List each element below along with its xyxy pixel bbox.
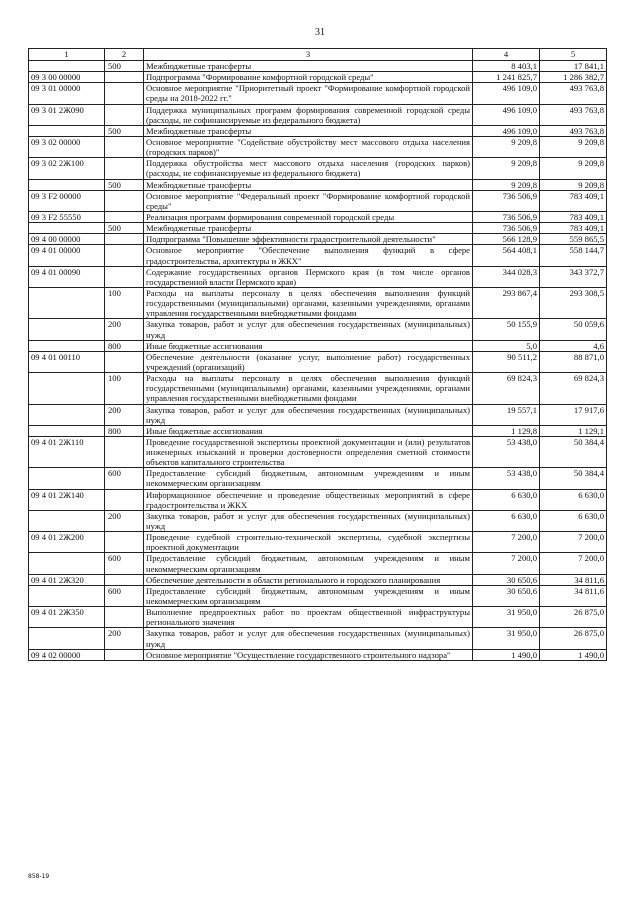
- row-value-year1: 90 511,2: [473, 351, 540, 372]
- row-expense-type: 600: [105, 553, 144, 574]
- row-value-year1: 31 950,0: [473, 607, 540, 628]
- row-expense-type: [105, 234, 144, 245]
- row-code: 09 3 02 00000: [29, 136, 105, 157]
- table-row: [29, 211, 607, 222]
- row-code: [29, 287, 105, 318]
- header-row: [29, 49, 607, 61]
- row-name: Расходы на выплаты персоналу в целях обеспечения выполнения функций государственными (муниципальными) органами, казенными учреждениями, органами управления государственными внебюджетными фондами: [144, 287, 473, 318]
- row-expense-type: 200: [105, 319, 144, 340]
- row-name: Проведение государственной экспертизы проектной документации и (или) результатов инженерных изысканий и проверки достоверности определения сметной стоимости объектов капитального строительства: [144, 436, 473, 467]
- table-row: [29, 190, 607, 211]
- row-code: 09 4 01 00090: [29, 266, 105, 287]
- table-row: [29, 649, 607, 660]
- row-value-year2: 9 209,8: [540, 136, 607, 157]
- row-name: Подпрограмма "Формирование комфортной городской среды": [144, 72, 473, 83]
- table-row: [29, 404, 607, 425]
- row-code: [29, 425, 105, 436]
- table-row: [29, 489, 607, 510]
- table-row: [29, 585, 607, 606]
- row-expense-type: 500: [105, 179, 144, 190]
- row-name: Иные бюджетные ассигнования: [144, 340, 473, 351]
- row-name: Межбюджетные трансферты: [144, 125, 473, 136]
- row-value-year2: 293 308,5: [540, 287, 607, 318]
- row-value-year1: 9 209,8: [473, 158, 540, 179]
- row-value-year2: 17 841,1: [540, 61, 607, 72]
- row-value-year2: 50 384,4: [540, 436, 607, 467]
- row-value-year1: 736 506,9: [473, 211, 540, 222]
- row-code: [29, 223, 105, 234]
- row-expense-type: [105, 245, 144, 266]
- table-row: [29, 340, 607, 351]
- row-value-year1: 9 209,8: [473, 179, 540, 190]
- row-name: Предоставление субсидий бюджетным, автономным учреждениям и иным некоммерческим организациям: [144, 468, 473, 489]
- row-value-year1: 6 630,0: [473, 510, 540, 531]
- row-code: [29, 510, 105, 531]
- table-row: [29, 125, 607, 136]
- row-name: Межбюджетные трансферты: [144, 61, 473, 72]
- row-value-year2: 7 200,0: [540, 553, 607, 574]
- row-name: Реализация программ формирования современной городской среды: [144, 211, 473, 222]
- row-value-year1: 5,0: [473, 340, 540, 351]
- row-expense-type: [105, 72, 144, 83]
- row-expense-type: 100: [105, 287, 144, 318]
- row-value-year2: 9 209,8: [540, 179, 607, 190]
- row-value-year2: 6 630,0: [540, 510, 607, 531]
- table-row: [29, 61, 607, 72]
- row-value-year2: 493 763,8: [540, 125, 607, 136]
- header-cell: 4: [473, 49, 540, 61]
- row-value-year1: 53 438,0: [473, 436, 540, 467]
- row-value-year2: 69 824,3: [540, 373, 607, 404]
- row-name: Основное мероприятие "Федеральный проект "Формирование комфортной городской среды": [144, 190, 473, 211]
- row-expense-type: [105, 190, 144, 211]
- row-value-year2: 4,6: [540, 340, 607, 351]
- row-name: Обеспечение деятельности в области регионального и городского планирования: [144, 574, 473, 585]
- row-name: Иные бюджетные ассигнования: [144, 425, 473, 436]
- table-row: [29, 532, 607, 553]
- row-name: Основное мероприятие "Приоритетный проект "Формирование комфортной городской среды на 2018-2022 гг.": [144, 83, 473, 104]
- table-row: [29, 179, 607, 190]
- row-name: Основное мероприятие "Осуществление государственного строительного надзора": [144, 649, 473, 660]
- row-value-year2: 783 409,1: [540, 223, 607, 234]
- row-code: [29, 373, 105, 404]
- row-value-year1: 30 650,6: [473, 585, 540, 606]
- row-value-year1: 736 506,9: [473, 190, 540, 211]
- table-row: [29, 351, 607, 372]
- row-value-year1: 1 241 825,7: [473, 72, 540, 83]
- page-number: 31: [315, 27, 325, 38]
- row-value-year2: 9 209,8: [540, 158, 607, 179]
- table-row: [29, 373, 607, 404]
- row-name: Подпрограмма "Повышение эффективности градостроительной деятельности": [144, 234, 473, 245]
- row-value-year2: 783 409,1: [540, 190, 607, 211]
- row-value-year2: 1 129,1: [540, 425, 607, 436]
- header-cell: 3: [144, 49, 473, 61]
- row-value-year2: 558 144,7: [540, 245, 607, 266]
- header-cell: 1: [29, 49, 105, 61]
- row-value-year1: 6 630,0: [473, 489, 540, 510]
- table-row: [29, 245, 607, 266]
- row-name: Закупка товаров, работ и услуг для обеспечения государственных (муниципальных) нужд: [144, 404, 473, 425]
- row-value-year1: 53 438,0: [473, 468, 540, 489]
- row-value-year2: 493 763,8: [540, 83, 607, 104]
- row-value-year1: 344 028,3: [473, 266, 540, 287]
- row-code: [29, 319, 105, 340]
- table-row: [29, 468, 607, 489]
- row-expense-type: 200: [105, 628, 144, 649]
- row-code: [29, 179, 105, 190]
- row-name: Закупка товаров, работ и услуг для обеспечения государственных (муниципальных) нужд: [144, 628, 473, 649]
- row-value-year2: 559 865,5: [540, 234, 607, 245]
- row-name: Предоставление субсидий бюджетным, автономным учреждениям и иным некоммерческим организациям: [144, 553, 473, 574]
- row-code: 09 4 01 2Ж350: [29, 607, 105, 628]
- table-row: [29, 574, 607, 585]
- row-expense-type: 500: [105, 223, 144, 234]
- row-code: [29, 585, 105, 606]
- row-code: 09 4 01 2Ж320: [29, 574, 105, 585]
- row-value-year1: 50 155,9: [473, 319, 540, 340]
- row-value-year2: 50 384,4: [540, 468, 607, 489]
- row-name: Выполнение предпроектных работ по проектам общественной инфраструктуры регионального значения: [144, 607, 473, 628]
- row-value-year2: 6 630,0: [540, 489, 607, 510]
- row-value-year2: 34 811,6: [540, 585, 607, 606]
- row-value-year1: 293 867,4: [473, 287, 540, 318]
- row-name: Обеспечение деятельности (оказание услуг, выполнение работ) государственных учреждений (организаций): [144, 351, 473, 372]
- header-cell: 2: [105, 49, 144, 61]
- row-code: 09 3 02 2Ж100: [29, 158, 105, 179]
- row-value-year1: 30 650,6: [473, 574, 540, 585]
- row-expense-type: [105, 607, 144, 628]
- row-expense-type: [105, 574, 144, 585]
- row-value-year2: 34 811,6: [540, 574, 607, 585]
- row-value-year1: 9 209,8: [473, 136, 540, 157]
- row-value-year1: 496 109,0: [473, 125, 540, 136]
- row-value-year2: 1 490,0: [540, 649, 607, 660]
- row-value-year2: 343 372,7: [540, 266, 607, 287]
- row-name: Расходы на выплаты персоналу в целях обеспечения выполнения функций государственными (муниципальными) органами, казенными учреждениями, органами управления государственными внебюджетными фондами: [144, 373, 473, 404]
- row-code: [29, 628, 105, 649]
- row-expense-type: 800: [105, 340, 144, 351]
- table-row: [29, 287, 607, 318]
- table-row: [29, 104, 607, 125]
- row-name: Проведение судебной строительно-технической экспертизы, судебной экспертизы проектной документации: [144, 532, 473, 553]
- budget-table: [28, 48, 607, 661]
- row-value-year2: 1 286 382,7: [540, 72, 607, 83]
- table-row: [29, 425, 607, 436]
- row-expense-type: [105, 489, 144, 510]
- row-value-year2: 26 875,0: [540, 628, 607, 649]
- table-row: [29, 136, 607, 157]
- row-expense-type: [105, 83, 144, 104]
- row-expense-type: [105, 649, 144, 660]
- row-expense-type: [105, 211, 144, 222]
- row-value-year1: 496 109,0: [473, 104, 540, 125]
- row-code: 09 3 F2 55550: [29, 211, 105, 222]
- table-body: [29, 61, 607, 661]
- row-name: Предоставление субсидий бюджетным, автономным учреждениям и иным некоммерческим организациям: [144, 585, 473, 606]
- row-value-year2: 493 763,8: [540, 104, 607, 125]
- row-expense-type: 100: [105, 373, 144, 404]
- row-value-year1: 31 950,0: [473, 628, 540, 649]
- row-name: Информационное обеспечение и проведение общественных мероприятий в сфере градостроительства и ЖКХ: [144, 489, 473, 510]
- row-value-year1: 1 490,0: [473, 649, 540, 660]
- row-expense-type: [105, 158, 144, 179]
- row-expense-type: 600: [105, 585, 144, 606]
- row-value-year1: 1 129,8: [473, 425, 540, 436]
- row-name: Межбюджетные трансферты: [144, 179, 473, 190]
- row-value-year2: 7 200,0: [540, 532, 607, 553]
- table-row: [29, 510, 607, 531]
- row-value-year1: 496 109,0: [473, 83, 540, 104]
- row-code: 09 4 02 00000: [29, 649, 105, 660]
- row-name: Поддержка муниципальных программ формирования современной городской среды (расходы, не софинансируемые из федерального бюджета): [144, 104, 473, 125]
- row-value-year2: 17 917,6: [540, 404, 607, 425]
- row-value-year1: 566 128,9: [473, 234, 540, 245]
- table-row: [29, 72, 607, 83]
- row-code: 09 4 01 2Ж140: [29, 489, 105, 510]
- footer-code: 858-19: [28, 873, 50, 880]
- row-name: Содержание государственных органов Пермского края (в том числе органов государственной власти Пермского края): [144, 266, 473, 287]
- row-expense-type: 500: [105, 125, 144, 136]
- row-value-year2: 26 875,0: [540, 607, 607, 628]
- row-code: 09 3 F2 00000: [29, 190, 105, 211]
- row-code: 09 3 00 00000: [29, 72, 105, 83]
- row-expense-type: 600: [105, 468, 144, 489]
- table-row: [29, 436, 607, 467]
- table-row: [29, 223, 607, 234]
- row-code: [29, 340, 105, 351]
- table-row: [29, 553, 607, 574]
- row-code: [29, 61, 105, 72]
- row-value-year1: 7 200,0: [473, 532, 540, 553]
- row-expense-type: [105, 532, 144, 553]
- row-code: 09 4 01 00110: [29, 351, 105, 372]
- row-code: 09 4 01 2Ж200: [29, 532, 105, 553]
- row-code: 09 3 01 2Ж090: [29, 104, 105, 125]
- row-expense-type: 200: [105, 404, 144, 425]
- row-name: Межбюджетные трансферты: [144, 223, 473, 234]
- header-cell: 5: [540, 49, 607, 61]
- row-code: 09 4 01 2Ж110: [29, 436, 105, 467]
- table-row: [29, 266, 607, 287]
- row-code: [29, 404, 105, 425]
- table-row: [29, 83, 607, 104]
- row-expense-type: [105, 351, 144, 372]
- row-expense-type: [105, 136, 144, 157]
- row-expense-type: [105, 436, 144, 467]
- row-code: 09 4 01 00000: [29, 245, 105, 266]
- row-expense-type: 500: [105, 61, 144, 72]
- table-row: [29, 628, 607, 649]
- row-name: Основное мероприятие "Обеспечение выполнения функций в сфере градостроительства, архитектуры и ЖКХ": [144, 245, 473, 266]
- row-name: Закупка товаров, работ и услуг для обеспечения государственных (муниципальных) нужд: [144, 510, 473, 531]
- row-value-year1: 69 824,3: [473, 373, 540, 404]
- row-code: [29, 553, 105, 574]
- row-value-year2: 50 059,6: [540, 319, 607, 340]
- row-value-year1: 564 408,1: [473, 245, 540, 266]
- row-expense-type: [105, 104, 144, 125]
- row-name: Поддержка обустройства мест массового отдыха населения (городских парков) (расходы, не софинансируемые из федерального бюджета): [144, 158, 473, 179]
- row-expense-type: [105, 266, 144, 287]
- row-code: [29, 125, 105, 136]
- row-expense-type: 200: [105, 510, 144, 531]
- row-code: [29, 468, 105, 489]
- row-expense-type: 800: [105, 425, 144, 436]
- row-value-year2: 783 409,1: [540, 211, 607, 222]
- table-row: [29, 319, 607, 340]
- row-name: Основное мероприятие "Содействие обустройству мест массового отдыха населения (городских парков)": [144, 136, 473, 157]
- row-value-year1: 736 506,9: [473, 223, 540, 234]
- row-value-year1: 7 200,0: [473, 553, 540, 574]
- row-value-year1: 8 403,1: [473, 61, 540, 72]
- row-name: Закупка товаров, работ и услуг для обеспечения государственных (муниципальных) нужд: [144, 319, 473, 340]
- row-code: 09 3 01 00000: [29, 83, 105, 104]
- row-value-year1: 19 557,1: [473, 404, 540, 425]
- table-row: [29, 607, 607, 628]
- row-code: 09 4 00 00000: [29, 234, 105, 245]
- table-row: [29, 158, 607, 179]
- table-row: [29, 234, 607, 245]
- row-value-year2: 88 871,0: [540, 351, 607, 372]
